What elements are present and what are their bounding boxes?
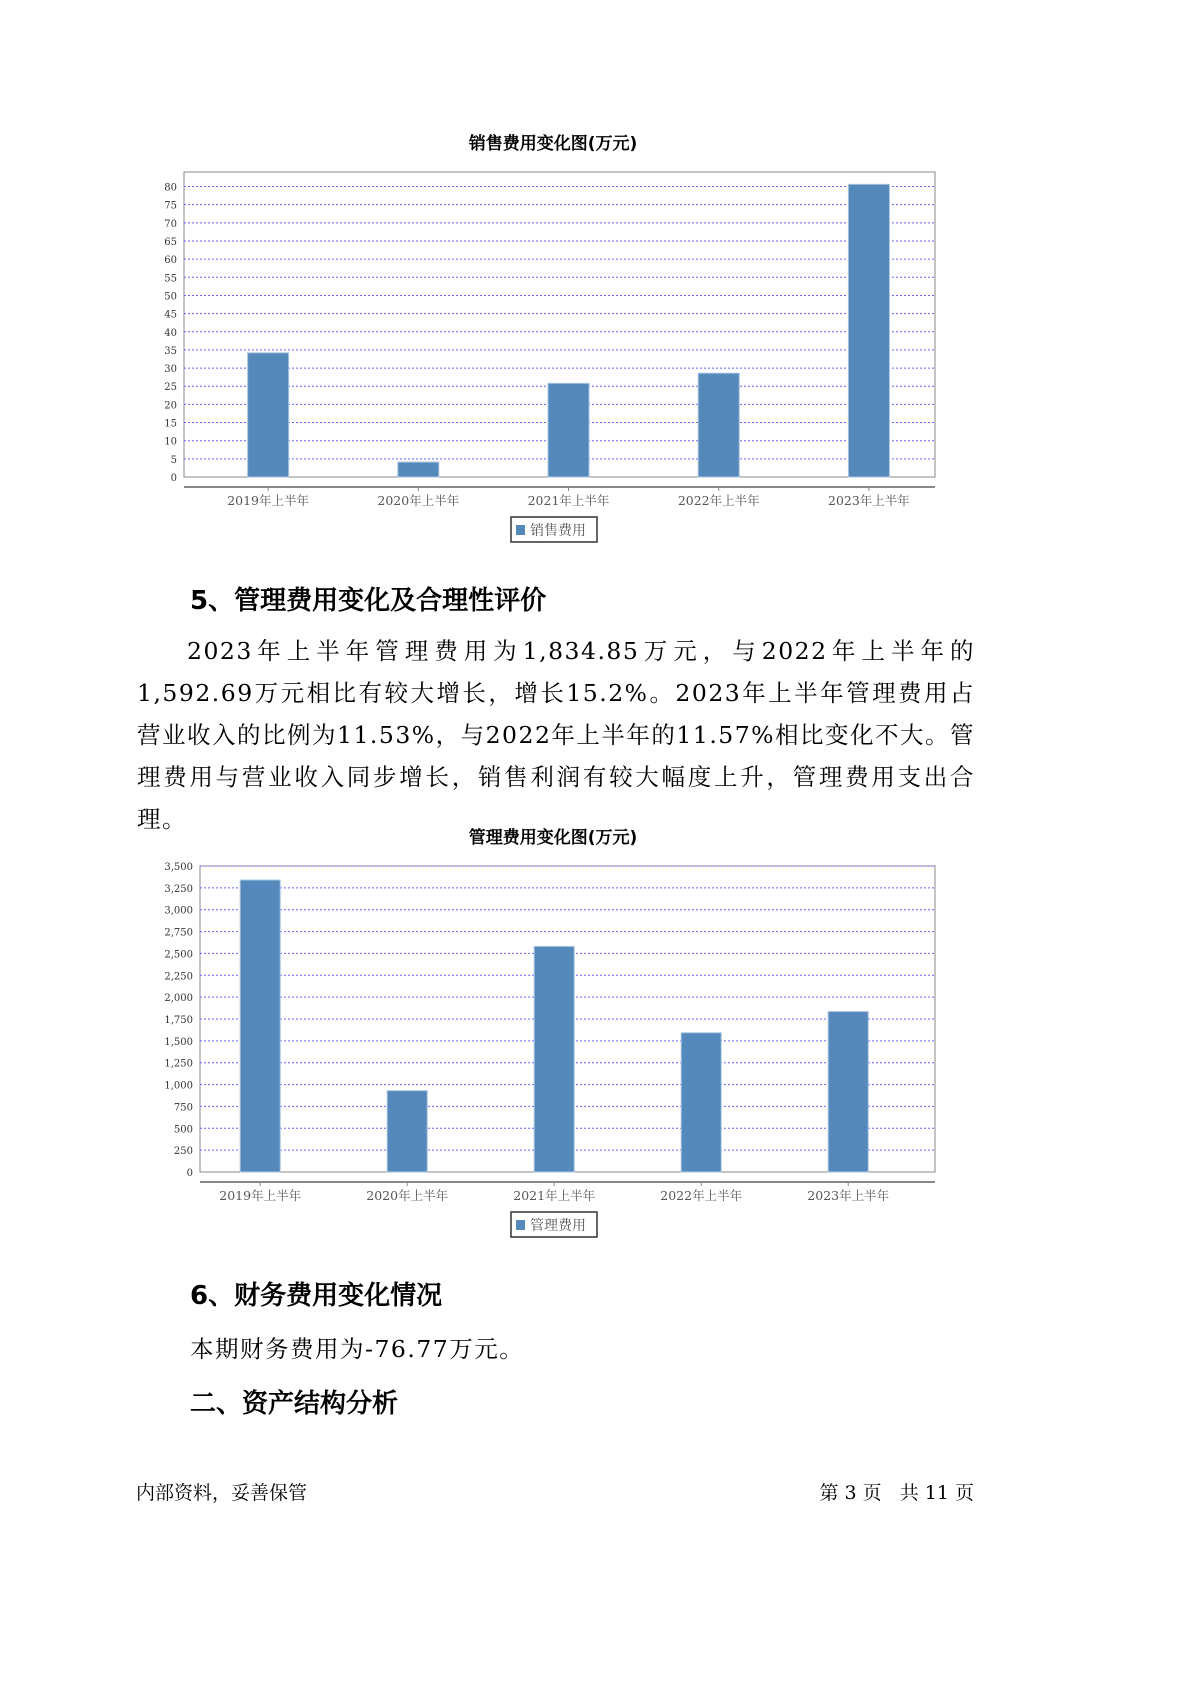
y-tick-label: 60 xyxy=(164,255,177,267)
chart-title: 管理费用变化图(万元) xyxy=(468,828,638,848)
sales-expense-chart xyxy=(0,125,1191,555)
legend-swatch xyxy=(516,1220,525,1230)
y-tick-label: 2,750 xyxy=(164,927,193,939)
section-2-heading: 二、资产结构分析 xyxy=(190,1389,399,1419)
y-tick-label: 2,250 xyxy=(164,971,193,983)
legend-label: 管理费用 xyxy=(530,1218,586,1234)
x-tick-label: 2019年上半年 xyxy=(219,1188,302,1203)
y-tick-label: 1,500 xyxy=(164,1036,193,1048)
y-tick-label: 0 xyxy=(186,1168,193,1179)
bar xyxy=(548,383,589,477)
y-tick-label: 75 xyxy=(164,200,177,212)
x-tick-label: 2022年上半年 xyxy=(660,1188,743,1203)
footer-confidential: 内部资料，妥善保管 xyxy=(136,1482,308,1504)
y-tick-label: 750 xyxy=(173,1102,193,1114)
y-tick-label: 40 xyxy=(164,327,177,339)
y-tick-label: 80 xyxy=(164,182,177,194)
y-tick-label: 55 xyxy=(164,273,177,285)
x-tick-label: 2021年上半年 xyxy=(513,1188,596,1203)
bar xyxy=(248,353,289,477)
x-tick-label: 2023年上半年 xyxy=(807,1188,890,1203)
bar xyxy=(698,373,739,477)
legend-label: 销售费用 xyxy=(530,523,586,539)
bar xyxy=(240,880,280,1172)
chart-title: 销售费用变化图(万元) xyxy=(468,134,638,154)
y-tick-label: 65 xyxy=(164,236,177,248)
y-tick-label: 15 xyxy=(164,418,177,430)
section-5-heading: 5、管理费用变化及合理性评价 xyxy=(190,586,547,616)
footer-page-number: 第 3 页 共 11 页 xyxy=(819,1482,974,1504)
y-tick-label: 10 xyxy=(164,436,177,448)
x-tick-label: 2022年上半年 xyxy=(677,493,760,508)
y-tick-label: 0 xyxy=(170,473,177,484)
y-tick-label: 2,500 xyxy=(164,949,193,961)
y-tick-label: 5 xyxy=(170,454,177,466)
bar xyxy=(848,184,889,477)
bar xyxy=(681,1033,721,1172)
x-tick-label: 2021年上半年 xyxy=(527,493,610,508)
y-tick-label: 35 xyxy=(164,345,177,357)
y-tick-label: 30 xyxy=(164,364,177,376)
y-tick-label: 250 xyxy=(173,1146,193,1158)
y-tick-label: 3,250 xyxy=(164,883,193,895)
bar xyxy=(398,462,439,477)
y-tick-label: 70 xyxy=(164,218,177,230)
y-tick-label: 45 xyxy=(164,309,177,321)
x-tick-label: 2019年上半年 xyxy=(227,493,310,508)
y-tick-label: 2,000 xyxy=(164,993,193,1005)
y-tick-label: 50 xyxy=(164,291,177,303)
bar xyxy=(828,1012,868,1172)
x-tick-label: 2020年上半年 xyxy=(377,493,460,508)
y-tick-label: 3,500 xyxy=(164,862,193,873)
section-5-paragraph: 2023年上半年管理费用为1,834.85万元，与2022年上半年的1,592.69万元相比有较大增长，增长15.2%。2023年上半年管理费用占营业收入的比例为11.53%，与2022年上半年的11.57%相比变化不大。管理费用与营业收入同步增长，销售利润有较大幅度上升，管理费用支出合理。 xyxy=(137,637,976,833)
y-tick-label: 20 xyxy=(164,400,177,412)
y-tick-label: 3,000 xyxy=(164,905,193,917)
y-tick-label: 500 xyxy=(173,1124,193,1136)
bar xyxy=(387,1091,427,1172)
admin-expense-chart xyxy=(0,820,1191,1250)
section-6-heading: 6、财务费用变化情况 xyxy=(190,1281,443,1311)
x-tick-label: 2023年上半年 xyxy=(828,493,910,508)
legend-swatch xyxy=(516,525,525,535)
y-tick-label: 1,000 xyxy=(164,1080,193,1092)
y-tick-label: 1,750 xyxy=(164,1015,193,1026)
y-tick-label: 25 xyxy=(164,382,177,394)
y-tick-label: 1,250 xyxy=(164,1058,193,1070)
x-tick-label: 2020年上半年 xyxy=(366,1188,449,1203)
bar xyxy=(534,946,574,1172)
section-6-paragraph: 本期财务费用为-76.77万元。 xyxy=(190,1335,525,1363)
